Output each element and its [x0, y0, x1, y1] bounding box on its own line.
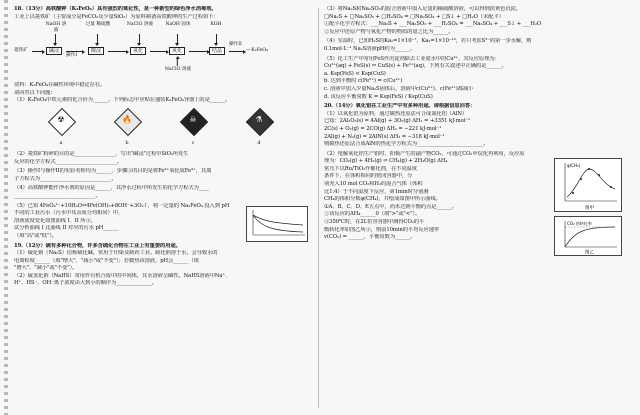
step-3: 氧化	[130, 47, 146, 55]
q18-line-1: 18.（13分）高铁酸钾（K₂FeO₄）具有强烈的氧化性，是一种新型的绿色净水消毒剂。	[14, 6, 217, 12]
radiation-icon: ☢	[57, 114, 65, 124]
option-c: c. 溶液中加入少量Na₂S固体后，溶液中c(Cu²⁺)、c(Fe²⁺)都减小	[324, 85, 474, 92]
figure-jia	[554, 158, 622, 212]
flow-arrow	[66, 51, 84, 52]
reagent-1: NaOH 溶液	[45, 22, 67, 33]
q18-line-2: 工业上以菱铁矿（主要成分是FeCO₃及少量SiO₂）为原料制备高铁酸钾的生产过程如下：	[14, 13, 219, 20]
reagent-2: 过量 稀硫酸	[85, 22, 111, 28]
hazard-caption: b	[125, 139, 129, 146]
q18-text: 请回答以下问题：	[14, 89, 56, 96]
step-1: 碱浸	[46, 47, 62, 55]
point-A	[572, 192, 574, 194]
flow-arrow	[108, 51, 128, 52]
point-D	[598, 174, 600, 176]
right-column	[324, 6, 630, 411]
q20-line: ①A、B、C、D、E五点中，尚未达到平衡的点是______。	[324, 203, 457, 210]
flow-arrow	[229, 51, 245, 52]
yi-curve	[565, 227, 615, 247]
q20-line: 常压下以Ru/TiO₂作催化剂，在不同温度	[324, 165, 417, 172]
q19-line: "增大"、"减小"或"不变"）。	[14, 265, 78, 272]
q19-line: H⁺、HS⁻、OH⁻离子浓度由大到小的顺序为______________。	[14, 280, 158, 287]
flame-icon: 🔥	[122, 114, 132, 124]
op-label-1: 操作I	[66, 53, 78, 59]
flow-arrow	[216, 34, 217, 45]
q20-line: CH₄的体积分数φ(CH₄)，并绘成如图甲所示曲线。	[324, 196, 441, 203]
hazard-a	[48, 108, 74, 146]
reagent-5: KOH	[210, 22, 222, 28]
q18-sub: 反应的化学方程式________________________。	[14, 158, 122, 165]
skull-icon: ☠	[189, 114, 197, 124]
q18-sub: 不同的工业污水（污水中其余成分均相同）中，	[14, 210, 124, 217]
hazard-symbols	[14, 106, 314, 150]
q18-sub: （5）已知 4FeO₄²⁻+10H₂O⇌4Fe(OH)₃+8OH⁻+3O₂↑，将一定量的 Na₂FeO₄ 投入到 pH	[14, 202, 230, 209]
process-flow-chart	[14, 22, 314, 80]
flow-arrow	[177, 34, 178, 45]
figure-yi	[554, 216, 622, 256]
curve-II	[253, 215, 303, 232]
flow-start: 菱铁矿	[14, 48, 28, 54]
q18-sub: 子方程式为____________________________。	[14, 175, 117, 182]
binding-margin	[4, 0, 8, 415]
flow-arrow	[177, 57, 178, 66]
jia-curve	[567, 169, 615, 197]
q20-line: 则碳热还原法合成AlN的热化学方程式为__________________________。	[324, 141, 489, 148]
q19-line: （2）硫氢化钠（NaHS）常用作有机合成中的中间体，其水溶液呈碱性。NaHS溶液中Na⁺、	[14, 272, 231, 279]
q19-cont: Cu²⁺(aq) + FeS(s) ⇌ CuS(s) + Fe²⁺(aq)，下列有关叙述中正确的是______。	[324, 63, 507, 70]
q18-sub: 溶液浓度变化如图曲线 I、II 所示，	[14, 217, 96, 224]
q18-text: （1）K₂FeO₄中铁元素的化合价为______，下列标志中应贴在盛装K₂FeO₄容器上的是______。	[14, 97, 231, 104]
curve-I	[253, 215, 303, 225]
q19-line: （1）硫化钠（Na₂S）俗称硫化碱，常用于印染及制药工业。硫化钠溶于水，会导致水的	[14, 250, 218, 257]
jia-caption: 图甲	[585, 205, 594, 211]
q18-text: 资料：K₂FeO₄在碱性环境中稳定存在。	[14, 82, 106, 89]
option-d: d. 该反应平衡常数 K = Ksp(FeS) / Ksp(CuS)	[324, 93, 433, 100]
q18-sub: ________________________________。	[14, 192, 101, 199]
q18-sub: （3）操作I与操作II的实验名称均为______，步骤③的目的是将Fe²⁺氧化成Fe³⁺，其离	[14, 168, 212, 175]
q20-line: （2）电解氧化铝生产铝时，阳极产生的副产物CO₂，可通过CO₂甲烷化再利用，反应原	[324, 150, 525, 157]
step-2: 酸浸	[88, 47, 104, 55]
point-B	[580, 178, 582, 180]
flow-arrow	[55, 34, 56, 45]
q19-cont: 0.1mol·L⁻¹ Na₂S溶液pH约为______。	[324, 45, 416, 52]
op-label-2: 操作II	[229, 42, 242, 48]
hazard-b	[114, 108, 140, 146]
oxidizer-icon: ⚗	[255, 114, 263, 124]
reagent-3: NaClO 溶液	[126, 22, 154, 28]
q20-line: 理为：CO₂(g) + 4H₂(g) ⇌ CH₄(g) + 2H₂O(g) ΔH₄	[324, 158, 448, 165]
q20-line: （1）以氧化铝为原料，通过碳热还原法可合成氮化铝（AlN）	[324, 110, 468, 117]
q20-line: 2Al(g) + N₂(g) = 2AlN(s) ΔH₃ = −318 kJ·mol⁻¹	[324, 133, 445, 140]
option-a: a. Ksp(FeS) < Ksp(CuS)	[324, 70, 386, 77]
flow-arrow	[150, 51, 168, 52]
left-column	[14, 6, 314, 411]
hazard-caption: a	[59, 139, 63, 146]
option-b: b. 达到平衡时 c(Fe²⁺) = c(Cu²⁺)	[324, 78, 403, 85]
q20-line: 衡转化率如图乙所示，则前10min的平均反应速率	[324, 226, 440, 233]
yi-caption: 图乙	[585, 250, 594, 256]
flow-product: → K₂FeO₄	[246, 48, 268, 54]
hazard-caption: c	[191, 139, 195, 146]
q20-line: 别充入10 mol CO₂和H₂的混合气体（体积	[324, 181, 423, 188]
flow-arrow	[139, 34, 140, 45]
reagent-bottom: NaClO 溶液	[164, 67, 192, 73]
q20-line: 已知：2Al₂O₃(s) = 4Al(g) + 3O₂(g) ΔH₁ = +3351 kJ·mol⁻¹	[324, 118, 471, 125]
q19-cont: □Na₂S + □Na₂SO₃ + □H₂SO₄ = □Na₂SO₄ + □S↓ + □H₂O（未配平）	[324, 13, 504, 20]
point-E	[610, 186, 612, 188]
column-divider	[318, 8, 319, 408]
concentration-curve-figure	[246, 206, 308, 242]
q20-line: 20.（14分）氧化铝在工业生产中有多种用途。请根据信息回答：	[324, 103, 476, 110]
yi-ylabel: CO₂ 的转化率	[567, 220, 592, 226]
q19-line: 19.（12分）硫有多种化合物，许多含硫化合物在工业上有重要的用途。	[14, 242, 181, 249]
q19-cont: ②反应中还原产物与氧化产物的物质的量之比为______。	[324, 28, 454, 35]
q20-line: ③350℃时，在2L恒容容器中测得CO₂的平	[324, 219, 425, 226]
point-C	[588, 168, 590, 170]
q19-line: 电离程度______（填"增大"、"减小"或"不变"）；若微热该溶液，pH会______（填	[14, 257, 199, 264]
flow-arrow	[189, 51, 209, 52]
q18-sub: （2）菱铁矿粉碎的目的是________________，写出"碱浸"过程中SiO₂所发生	[14, 150, 189, 157]
q20-line: v(CO₂) = ______，平衡常数为______。	[324, 234, 416, 241]
reagent-4: NaOH 固体	[165, 22, 191, 28]
jia-ylabel: φ(CH₄)	[567, 162, 581, 168]
flow-arrow	[32, 51, 44, 52]
step-5: 结晶	[209, 47, 225, 55]
q19-cont: ①配平化学方程式：___Na₂S + ___Na₂SO₃ + ___H₂SO₄ = ___Na₂SO₄ + ___S↓ + ___H₂O	[324, 21, 542, 28]
step-4: 氧化	[169, 47, 185, 55]
q19-cont: （3）将Na₂S和Na₂SO₃的混合溶液中加入足量的稀硫酸溶液，可以得到淡黄色沉淀。	[324, 6, 521, 12]
q18-sub: 试分析曲线 I 比曲线 II 对应的污水 pH______	[14, 225, 119, 232]
flow-arrow	[97, 34, 98, 45]
q19-cont: （5）化工生产中常用FeS作沉淀剂除去工业废水中的Cu²⁺，其反应原理为：	[324, 55, 500, 62]
q19-cont: （4）室温时，已知H₂S的Ka₁=1×10⁻⁷，Ka₂=1×10⁻¹³，若只考虑S²⁻的第一步水解，则	[324, 38, 532, 45]
q20-line: 2C(s) + O₂(g) = 2CO(g) ΔH₂ = −221 kJ·mol⁻¹	[324, 125, 442, 132]
q18-sub: （4）高铁酸钾能作净水剂的原因是______，其净水过程中所发生的化学方程式为____	[14, 185, 210, 192]
q20-line: ②该反应的ΔH₄______0（填">"或"<"）。	[324, 211, 421, 218]
q20-line: 条件下，在体积相同的密闭容器中，分	[324, 173, 413, 180]
hazard-caption: d	[257, 139, 261, 146]
q18-sub: （填"高"或"低"）。	[14, 232, 58, 239]
q20-line: 比1:4）于不同温度下反应，第1min时分别测	[324, 188, 429, 195]
hazard-c	[180, 108, 206, 146]
hazard-d	[246, 108, 272, 146]
